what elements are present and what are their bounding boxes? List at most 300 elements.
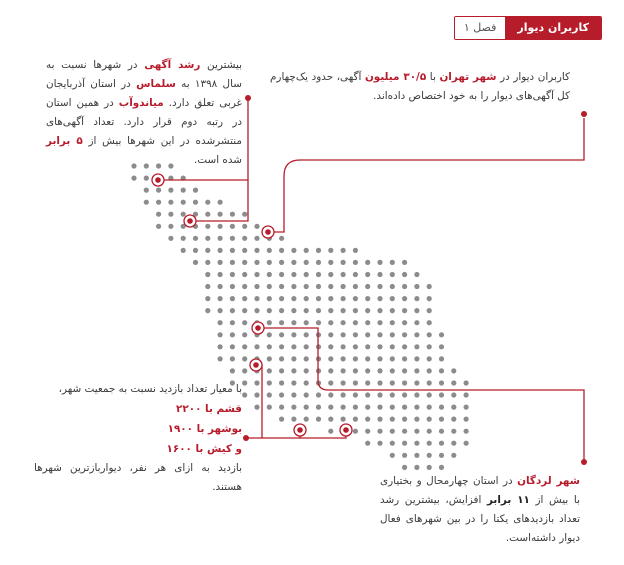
map-dot bbox=[267, 248, 272, 253]
lordegan-callout bbox=[380, 472, 580, 548]
map-dot bbox=[377, 284, 382, 289]
map-dot bbox=[365, 356, 370, 361]
map-dot bbox=[414, 284, 419, 289]
map-dot bbox=[377, 332, 382, 337]
map-dot bbox=[316, 417, 321, 422]
map-dot bbox=[439, 332, 444, 337]
map-dot bbox=[402, 284, 407, 289]
map-dot bbox=[279, 417, 284, 422]
map-dot bbox=[328, 429, 333, 434]
map-dot bbox=[439, 465, 444, 470]
map-dot bbox=[377, 356, 382, 361]
map-dot bbox=[316, 260, 321, 265]
map-dot bbox=[365, 368, 370, 373]
map-dot bbox=[205, 260, 210, 265]
map-dot bbox=[254, 308, 259, 313]
map-dot bbox=[304, 356, 309, 361]
map-dot bbox=[341, 272, 346, 277]
salmas-mult: ۵ برابر bbox=[46, 135, 83, 147]
map-dot bbox=[328, 320, 333, 325]
map-dot bbox=[439, 368, 444, 373]
map-dot bbox=[402, 296, 407, 301]
map-dot bbox=[156, 188, 161, 193]
map-dot bbox=[279, 296, 284, 301]
map-dot bbox=[439, 405, 444, 410]
map-dot bbox=[193, 200, 198, 205]
map-dot bbox=[365, 417, 370, 422]
map-dot bbox=[279, 392, 284, 397]
map-dot bbox=[291, 308, 296, 313]
map-dot bbox=[353, 356, 358, 361]
map-dot bbox=[267, 332, 272, 337]
salmas-text-5: شده است. bbox=[193, 154, 242, 166]
map-dot bbox=[181, 236, 186, 241]
map-dot bbox=[341, 332, 346, 337]
map-dot bbox=[181, 248, 186, 253]
map-dot bbox=[304, 260, 309, 265]
visits-callout bbox=[34, 380, 242, 497]
map-dot bbox=[414, 368, 419, 373]
map-dot bbox=[304, 417, 309, 422]
map-dot bbox=[390, 417, 395, 422]
map-dot bbox=[291, 392, 296, 397]
map-dot bbox=[427, 380, 432, 385]
map-dot bbox=[181, 188, 186, 193]
map-dot bbox=[304, 405, 309, 410]
map-dot bbox=[439, 453, 444, 458]
map-dot bbox=[402, 344, 407, 349]
map-dot bbox=[267, 368, 272, 373]
map-dot bbox=[218, 332, 223, 337]
map-dot bbox=[328, 248, 333, 253]
map-dot bbox=[304, 344, 309, 349]
map-dot bbox=[414, 272, 419, 277]
map-dot bbox=[328, 417, 333, 422]
map-dot bbox=[451, 453, 456, 458]
tehran-callout bbox=[270, 68, 570, 106]
map-dot bbox=[279, 320, 284, 325]
map-dot bbox=[218, 356, 223, 361]
map-dot bbox=[377, 392, 382, 397]
salmas-marker-core bbox=[155, 177, 161, 183]
map-dot bbox=[279, 332, 284, 337]
map-dot bbox=[377, 417, 382, 422]
map-dot bbox=[316, 320, 321, 325]
map-dot bbox=[205, 308, 210, 313]
map-dot bbox=[168, 224, 173, 229]
map-dot bbox=[377, 296, 382, 301]
map-dot bbox=[279, 308, 284, 313]
map-dot bbox=[341, 356, 346, 361]
map-dot bbox=[341, 284, 346, 289]
map-dot bbox=[267, 344, 272, 349]
map-dot bbox=[230, 224, 235, 229]
map-dot bbox=[254, 224, 259, 229]
map-dot bbox=[193, 248, 198, 253]
map-dot bbox=[464, 441, 469, 446]
map-dot bbox=[414, 441, 419, 446]
map-dot bbox=[304, 392, 309, 397]
map-dot bbox=[168, 188, 173, 193]
map-dot bbox=[242, 308, 247, 313]
map-dot bbox=[328, 272, 333, 277]
map-dot bbox=[390, 332, 395, 337]
map-dot bbox=[390, 272, 395, 277]
map-dot bbox=[205, 296, 210, 301]
map-dot bbox=[427, 284, 432, 289]
map-dot bbox=[279, 380, 284, 385]
salmas-text-3: در استان آذربایجان غربی تعلق دارد. bbox=[46, 78, 242, 109]
kish-connector-line bbox=[300, 430, 346, 438]
map-dot bbox=[414, 320, 419, 325]
visits-outro: بازدید به ازای هر نفر، دیوارباز‌ترین شهرها هستند. bbox=[34, 462, 242, 493]
map-dot bbox=[168, 236, 173, 241]
map-dot bbox=[205, 236, 210, 241]
map-dot bbox=[402, 392, 407, 397]
map-dot bbox=[291, 332, 296, 337]
map-dot bbox=[242, 272, 247, 277]
map-dot bbox=[390, 453, 395, 458]
map-dot bbox=[328, 284, 333, 289]
map-dot bbox=[377, 441, 382, 446]
map-dot bbox=[353, 296, 358, 301]
map-dot bbox=[291, 368, 296, 373]
map-dot bbox=[390, 380, 395, 385]
qeshm-marker-core bbox=[297, 427, 303, 433]
map-dot bbox=[390, 344, 395, 349]
map-dot bbox=[131, 176, 136, 181]
map-dot bbox=[427, 392, 432, 397]
salmas-callout bbox=[46, 56, 242, 170]
map-dot bbox=[254, 405, 259, 410]
map-dot bbox=[279, 260, 284, 265]
map-dot bbox=[218, 272, 223, 277]
map-dot bbox=[427, 320, 432, 325]
map-dot bbox=[414, 417, 419, 422]
map-dot bbox=[377, 308, 382, 313]
map-dot bbox=[451, 405, 456, 410]
map-dot bbox=[414, 453, 419, 458]
map-dot bbox=[254, 296, 259, 301]
map-dot bbox=[328, 380, 333, 385]
map-dot bbox=[427, 296, 432, 301]
map-dot bbox=[205, 200, 210, 205]
section-title: کاربران دیوار bbox=[505, 17, 601, 39]
map-dot bbox=[218, 296, 223, 301]
map-dot bbox=[193, 260, 198, 265]
map-dot bbox=[230, 308, 235, 313]
map-dot bbox=[218, 260, 223, 265]
map-dot bbox=[279, 272, 284, 277]
map-dot bbox=[254, 380, 259, 385]
map-dot bbox=[267, 405, 272, 410]
map-dot bbox=[464, 392, 469, 397]
map-dot bbox=[230, 260, 235, 265]
map-dot bbox=[254, 272, 259, 277]
map-dot bbox=[390, 405, 395, 410]
map-dot bbox=[464, 380, 469, 385]
map-dot bbox=[242, 248, 247, 253]
map-dot bbox=[316, 308, 321, 313]
map-dot bbox=[365, 296, 370, 301]
map-dot bbox=[390, 441, 395, 446]
map-dot bbox=[365, 272, 370, 277]
map-dot bbox=[341, 405, 346, 410]
map-dot bbox=[316, 284, 321, 289]
map-dot bbox=[193, 236, 198, 241]
map-dot bbox=[341, 368, 346, 373]
map-dot bbox=[390, 308, 395, 313]
map-dot bbox=[390, 392, 395, 397]
salmas-text-2: در شهرها نسبت به سال ۱۳۹۸ به bbox=[46, 59, 242, 90]
map-dot bbox=[427, 405, 432, 410]
map-dot bbox=[402, 260, 407, 265]
map-dot bbox=[353, 272, 358, 277]
tehran-text-3: آگهی، حدود یک‌چهارم کل آگهی‌های دیوار را به خود اختصاص داده‌اند. bbox=[270, 71, 570, 102]
map-dot bbox=[390, 284, 395, 289]
map-dot bbox=[168, 212, 173, 217]
map-dot bbox=[304, 284, 309, 289]
map-dot bbox=[328, 344, 333, 349]
map-dot bbox=[254, 344, 259, 349]
bushehr-connector-line bbox=[248, 365, 262, 438]
map-dot bbox=[427, 453, 432, 458]
map-dot bbox=[377, 260, 382, 265]
map-dot bbox=[267, 296, 272, 301]
kish-marker-core bbox=[343, 427, 349, 433]
map-dot bbox=[427, 368, 432, 373]
map-dot bbox=[341, 308, 346, 313]
map-dot bbox=[439, 356, 444, 361]
map-dot bbox=[279, 284, 284, 289]
map-dot bbox=[218, 248, 223, 253]
map-dot bbox=[267, 380, 272, 385]
map-dot bbox=[365, 308, 370, 313]
map-dot bbox=[291, 344, 296, 349]
map-dot bbox=[242, 260, 247, 265]
visits-rank-list bbox=[34, 399, 242, 459]
map-dot bbox=[218, 212, 223, 217]
map-dot bbox=[230, 284, 235, 289]
map-dot bbox=[328, 405, 333, 410]
map-dot bbox=[267, 260, 272, 265]
map-dot bbox=[402, 356, 407, 361]
map-dot bbox=[230, 332, 235, 337]
map-dot bbox=[414, 380, 419, 385]
map-dot bbox=[168, 200, 173, 205]
visits-intro: با معیار تعداد بازدید نسبت به جمعیت شهر، bbox=[58, 383, 242, 395]
map-dot bbox=[377, 429, 382, 434]
rank-qeshm: قشم با ۲۲۰۰ bbox=[176, 403, 242, 415]
map-dot bbox=[353, 368, 358, 373]
map-dot bbox=[156, 212, 161, 217]
map-dot bbox=[414, 344, 419, 349]
tehran-connector-line bbox=[268, 118, 584, 232]
map-dot bbox=[304, 320, 309, 325]
map-dot bbox=[341, 260, 346, 265]
map-dot bbox=[218, 236, 223, 241]
map-dot bbox=[439, 441, 444, 446]
map-dot bbox=[304, 368, 309, 373]
map-dot bbox=[230, 212, 235, 217]
lordegan-text-2: افزایش، بیشترین رشد تعداد بازدیدهای یکتا را در بین شهرهای فعال دیوار داشته‌است. bbox=[380, 494, 580, 544]
map-dot bbox=[353, 320, 358, 325]
map-dot bbox=[427, 332, 432, 337]
map-dot bbox=[414, 429, 419, 434]
salmas-growth: رشد آگهی bbox=[144, 59, 201, 71]
map-dot bbox=[304, 272, 309, 277]
map-dot bbox=[291, 284, 296, 289]
bushehr-marker-core bbox=[253, 362, 259, 368]
chapter-label: فصل ۱ bbox=[455, 17, 506, 39]
tehran-city: شهر تهران bbox=[439, 71, 497, 83]
map-dot bbox=[402, 380, 407, 385]
lordegan-marker-core bbox=[255, 325, 261, 331]
map-dot bbox=[402, 465, 407, 470]
map-dot bbox=[464, 417, 469, 422]
map-dot bbox=[205, 284, 210, 289]
map-dot bbox=[230, 272, 235, 277]
map-dot bbox=[242, 224, 247, 229]
map-dot bbox=[427, 344, 432, 349]
map-dot bbox=[451, 368, 456, 373]
salmas-text-1: بیشترین bbox=[200, 59, 242, 71]
map-dot bbox=[279, 236, 284, 241]
map-dot bbox=[353, 405, 358, 410]
map-dot bbox=[328, 296, 333, 301]
map-dot bbox=[341, 392, 346, 397]
map-dot bbox=[218, 200, 223, 205]
lordegan-city: شهر لردگان bbox=[517, 475, 580, 487]
rank-bushehr: بوشهر با ۱۹۰۰ bbox=[167, 423, 242, 435]
map-dot bbox=[365, 320, 370, 325]
map-dot bbox=[341, 380, 346, 385]
map-dot bbox=[377, 344, 382, 349]
map-dot bbox=[230, 320, 235, 325]
map-dot bbox=[414, 465, 419, 470]
map-dot bbox=[316, 248, 321, 253]
map-dot bbox=[156, 224, 161, 229]
miandoab-marker-core bbox=[187, 218, 193, 224]
map-dot bbox=[402, 332, 407, 337]
map-dot bbox=[402, 429, 407, 434]
map-dot bbox=[414, 308, 419, 313]
lordegan-connector-end bbox=[581, 459, 587, 465]
map-dot bbox=[353, 260, 358, 265]
miandoab-city: میاندوآب bbox=[118, 97, 164, 109]
map-dot bbox=[316, 392, 321, 397]
map-dot bbox=[377, 405, 382, 410]
map-dot bbox=[144, 188, 149, 193]
map-dot bbox=[279, 344, 284, 349]
map-dot bbox=[464, 405, 469, 410]
map-dot bbox=[316, 296, 321, 301]
map-dot bbox=[291, 296, 296, 301]
map-dot bbox=[402, 441, 407, 446]
map-dot bbox=[230, 368, 235, 373]
map-dot bbox=[316, 272, 321, 277]
map-dot bbox=[414, 392, 419, 397]
map-dot bbox=[181, 200, 186, 205]
map-dot bbox=[242, 284, 247, 289]
map-dot bbox=[353, 332, 358, 337]
map-dot bbox=[390, 429, 395, 434]
map-dot bbox=[144, 200, 149, 205]
map-dot bbox=[242, 368, 247, 373]
map-dot bbox=[427, 417, 432, 422]
map-dot bbox=[353, 308, 358, 313]
salmas-city: سلماس bbox=[136, 78, 176, 90]
map-dot bbox=[402, 308, 407, 313]
map-dot bbox=[267, 284, 272, 289]
map-dot bbox=[291, 356, 296, 361]
map-dot bbox=[218, 224, 223, 229]
map-dot bbox=[205, 272, 210, 277]
map-dot bbox=[316, 405, 321, 410]
map-dot bbox=[205, 212, 210, 217]
map-dot bbox=[439, 429, 444, 434]
map-dot bbox=[242, 356, 247, 361]
map-dot bbox=[341, 344, 346, 349]
map-dot bbox=[390, 260, 395, 265]
map-dot bbox=[279, 405, 284, 410]
map-dot bbox=[427, 465, 432, 470]
map-dot bbox=[365, 332, 370, 337]
rank-kish: و کیش با ۱۶۰۰ bbox=[166, 443, 242, 455]
map-dot bbox=[464, 429, 469, 434]
map-dot bbox=[230, 248, 235, 253]
map-dot bbox=[291, 260, 296, 265]
map-dot bbox=[304, 308, 309, 313]
tehran-marker-core bbox=[265, 229, 271, 235]
salmas-text-4: در همین استان در رتبه دوم قرار دارد. تعداد آگهی‌های منتشرشده در این شهرها بیش از bbox=[46, 97, 242, 147]
map-dot bbox=[365, 380, 370, 385]
map-dot bbox=[328, 260, 333, 265]
map-dot bbox=[328, 368, 333, 373]
map-dot bbox=[242, 332, 247, 337]
map-dot bbox=[205, 224, 210, 229]
map-dot bbox=[328, 392, 333, 397]
map-dot bbox=[279, 356, 284, 361]
map-dot bbox=[181, 212, 186, 217]
map-dot bbox=[156, 200, 161, 205]
map-dot bbox=[291, 380, 296, 385]
map-dot bbox=[341, 320, 346, 325]
map-dot bbox=[439, 417, 444, 422]
map-dot bbox=[451, 380, 456, 385]
map-dot bbox=[230, 236, 235, 241]
map-dot bbox=[439, 344, 444, 349]
map-dot bbox=[205, 248, 210, 253]
map-dot bbox=[353, 248, 358, 253]
map-dot bbox=[402, 272, 407, 277]
map-dot bbox=[451, 441, 456, 446]
map-dot bbox=[427, 441, 432, 446]
map-dot bbox=[414, 332, 419, 337]
map-dot bbox=[377, 380, 382, 385]
map-dot bbox=[390, 296, 395, 301]
map-dot bbox=[193, 188, 198, 193]
map-dot bbox=[365, 429, 370, 434]
map-dot bbox=[414, 356, 419, 361]
map-dot bbox=[402, 453, 407, 458]
map-dot bbox=[439, 380, 444, 385]
map-dot bbox=[365, 392, 370, 397]
map-dot bbox=[230, 356, 235, 361]
map-dot bbox=[414, 405, 419, 410]
tehran-ads: ۳۰/۵ میلیون bbox=[364, 71, 427, 83]
map-dot bbox=[242, 344, 247, 349]
